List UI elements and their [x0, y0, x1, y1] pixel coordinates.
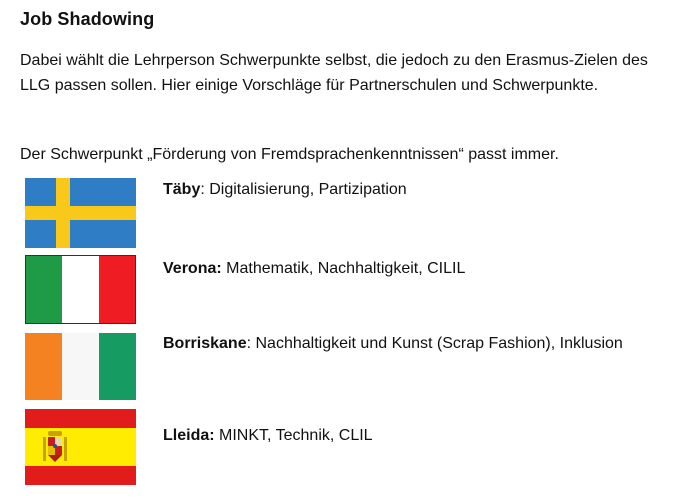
school-separator: :	[246, 335, 256, 352]
school-name: Verona:	[163, 260, 222, 277]
school-entry-lleida	[163, 423, 663, 449]
sweden-flag-icon	[25, 178, 136, 248]
school-focus: Mathematik, Nachhaltigkeit, CILIL	[226, 260, 466, 277]
school-entry-verona	[163, 256, 663, 282]
school-name: Täby	[163, 181, 201, 198]
school-name: Borriskane	[163, 335, 247, 352]
spain-flag-icon	[25, 409, 136, 485]
intro-paragraph: Dabei wählt die Lehrperson Schwerpunkte selbst, die jedoch zu den Erasmus-Zielen des LLG passen sollen. Hier einige Vorschläge für Partnerschulen und Schwerpunkte.	[20, 52, 648, 94]
school-entry-taby	[163, 177, 663, 203]
italy-flag-icon	[25, 255, 136, 324]
school-entry-borriskane	[163, 331, 663, 357]
page-title: Job Shadowing	[20, 9, 155, 29]
school-focus: Nachhaltigkeit und Kunst (Scrap Fashion), Inklusion	[255, 335, 623, 352]
note-paragraph: Der Schwerpunkt „Förderung von Fremdsprachenkenntnissen“ passt immer.	[20, 146, 559, 163]
school-name: Lleida:	[163, 427, 215, 444]
school-separator: :	[200, 181, 210, 198]
ireland-flag-icon	[25, 333, 136, 400]
school-focus: Digitalisierung, Partizipation	[209, 181, 407, 198]
school-focus: MINKT, Technik, CLIL	[219, 427, 373, 444]
